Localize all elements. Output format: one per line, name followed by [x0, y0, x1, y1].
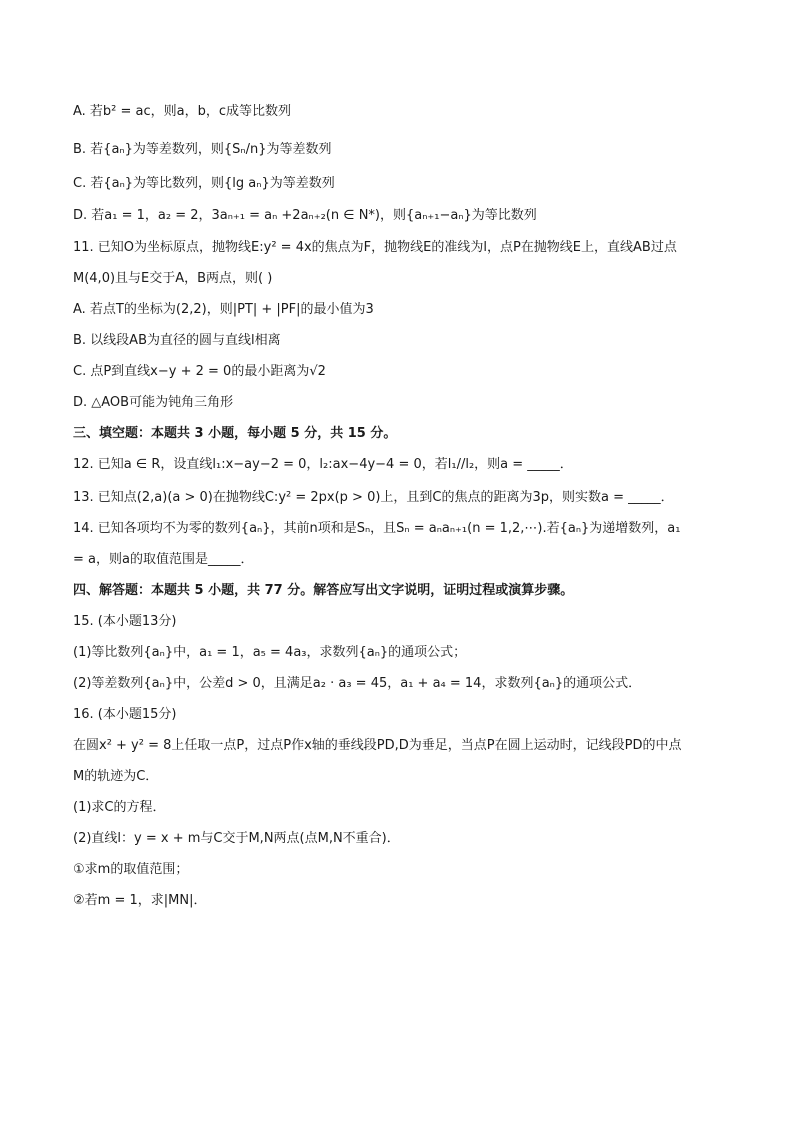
question-15-part-1: (1)等比数列{aₙ}中，a₁ = 1，a₅ = 4a₃，求数列{aₙ}的通项公式； — [73, 645, 467, 660]
question-16-stem-1: 在圆x² + y² = 8上任取一点P，过点P作x轴的垂线段PD,D为垂足，当点P在圆上运动时，记线段PD的中点 — [73, 738, 682, 753]
option-c-q11: C. 点P到直线x−y + 2 = 0的最小距离为√2 — [73, 364, 326, 379]
question-15-part-2: (2)等差数列{aₙ}中，公差d > 0，且满足a₂ · a₃ = 45，a₁ + a₄ = 14，求数列{aₙ}的通项公式． — [73, 676, 642, 691]
option-b-q11: B. 以线段AB为直径的圆与直线l相离 — [73, 333, 281, 348]
option-d-q11: D. △AOB可能为钝角三角形 — [73, 395, 234, 410]
option-d-q10: D. 若a₁ = 1，a₂ = 2，3aₙ₊₁ = aₙ +2aₙ₊₂(n ∈ N*)，则{aₙ₊₁−aₙ}为等比数列 — [73, 208, 537, 223]
question-16-part-2-sub-2: ②若m = 1，求|MN|． — [73, 893, 207, 908]
question-16-title: 16. (本小题15分) — [73, 707, 177, 722]
question-11-stem-2: M(4,0)且与E交于A，B两点，则( ) — [73, 271, 273, 286]
question-14-line-2: = a，则a的取值范围是_____． — [73, 552, 254, 567]
option-c-q10: C. 若{aₙ}为等比数列，则{lg aₙ}为等差数列 — [73, 176, 335, 191]
option-a-q11: A. 若点T的坐标为(2,2)，则|PT| + |PF|的最小值为3 — [73, 302, 374, 317]
question-16-part-1: (1)求C的方程． — [73, 800, 166, 815]
section-solution-heading: 四、解答题：本题共 5 小题，共 77 分。解答应写出文字说明，证明过程或演算步骤。 — [73, 583, 574, 598]
question-16-stem-2: M的轨迹为C． — [73, 769, 159, 784]
option-b-q10: B. 若{aₙ}为等差数列，则{Sₙ/n}为等差数列 — [73, 142, 332, 157]
question-14-line-1: 14. 已知各项均不为零的数列{aₙ}，其前n项和是Sₙ，且Sₙ = aₙaₙ₊₁(n = 1,2,⋯).若{aₙ}为递增数列，a₁ — [73, 521, 681, 536]
question-16-part-2-sub-1: ①求m的取值范围； — [73, 862, 189, 877]
option-a-q10: A. 若b² = ac，则a，b，c成等比数列 — [73, 104, 292, 119]
question-16-part-2: (2)直线l：y = x + m与C交于M,N两点(点M,N不重合)． — [73, 831, 400, 846]
question-12: 12. 已知a ∈ R，设直线l₁:x−ay−2 = 0，l₂:ax−4y−4 = 0，若l₁//l₂，则a = _____． — [73, 457, 573, 472]
section-fill-in-heading: 三、填空题：本题共 3 小题，每小题 5 分，共 15 分。 — [73, 426, 397, 441]
question-13: 13. 已知点(2,a)(a > 0)在抛物线C:y² = 2px(p > 0)上，且到C的焦点的距离为3p，则实数a = _____． — [73, 490, 674, 505]
question-15-title: 15. (本小题13分) — [73, 614, 177, 629]
question-11-stem-1: 11. 已知O为坐标原点，抛物线E:y² = 4x的焦点为F，抛物线E的准线为l，点P在抛物线E上，直线AB过点 — [73, 240, 677, 255]
